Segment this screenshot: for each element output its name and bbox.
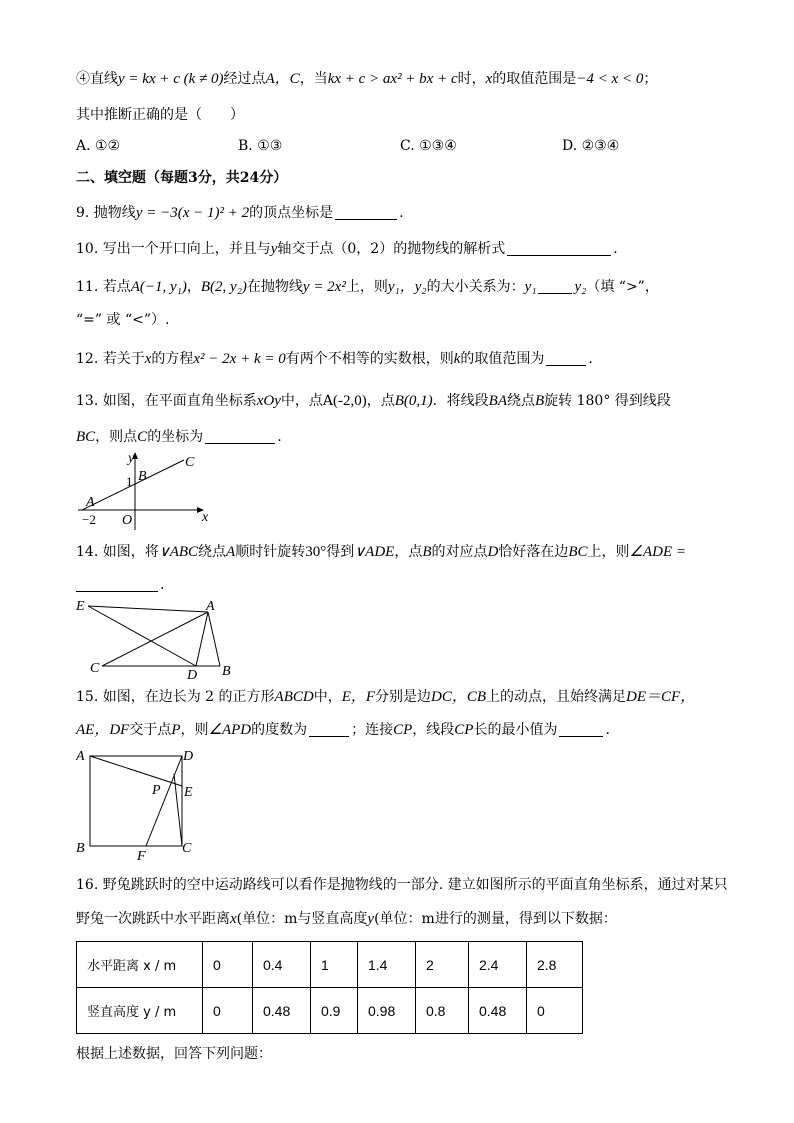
- equation: x² − 2x + k = 0: [193, 351, 286, 367]
- row-header-y: 竖直高度 y / m: [77, 988, 203, 1034]
- text: 经过点: [223, 71, 266, 87]
- row-header-x: 水平距离 x / m: [77, 942, 203, 988]
- text: ，点: [394, 544, 423, 560]
- text: 分别是边: [375, 689, 432, 705]
- text: 时，: [457, 71, 486, 87]
- text: 的顶点坐标是: [249, 205, 334, 221]
- text: 中，点A: [280, 393, 333, 409]
- q14-line1: [76, 543, 686, 561]
- label-c: C: [185, 455, 195, 470]
- points: A，C: [265, 71, 300, 87]
- table-cell: 0: [203, 988, 253, 1034]
- var: y: [270, 241, 278, 257]
- segment: BC: [76, 429, 96, 445]
- q8-option-a[interactable]: A. ①②: [76, 138, 121, 154]
- answer-blank[interactable]: [309, 722, 349, 737]
- q8-option-c[interactable]: C. ①③④: [400, 138, 457, 154]
- table-cell: 0.8: [416, 988, 469, 1034]
- text: 的方程: [151, 351, 194, 367]
- table-cell: 0.4: [253, 942, 311, 988]
- text: 交于点: [129, 722, 172, 738]
- q8-question: 其中推断正确的是（ ）: [76, 107, 244, 123]
- triangle: ∨ABC: [158, 544, 199, 560]
- label-minus-two: −2: [82, 512, 96, 527]
- text: 绕点: [198, 544, 227, 560]
- label-o: O: [122, 513, 133, 528]
- q15-line1: [76, 688, 695, 706]
- var-y2: y₂: [574, 279, 587, 295]
- q13-line2: [76, 428, 282, 446]
- q16-after: 根据上述数据，回答下列问题：: [76, 1046, 272, 1062]
- point: A: [226, 544, 236, 560]
- q14-line2: [76, 576, 164, 594]
- table-cell: 0.9: [311, 988, 358, 1034]
- label-c: C: [182, 841, 192, 856]
- point: B: [534, 393, 545, 409]
- text: 9. 抛物线: [76, 205, 136, 221]
- table-cell: 0.48: [469, 988, 527, 1034]
- answer-blank[interactable]: [335, 205, 397, 220]
- q11-line1: [76, 278, 659, 296]
- text: 10. 写出一个开口向上，并且与: [76, 241, 271, 257]
- equation: y = kx + c (k ≠ 0): [118, 71, 224, 87]
- text: 11. 若点: [76, 279, 131, 295]
- label-b: B: [76, 841, 85, 856]
- data-table: [76, 941, 583, 1034]
- answer-blank[interactable]: [205, 429, 275, 444]
- vars: y₁，y₂: [387, 279, 427, 295]
- text: ．将线段: [432, 393, 489, 409]
- text: 的大小关系为：: [426, 279, 525, 295]
- text: 的取值范围为: [460, 351, 545, 367]
- var: x: [144, 351, 152, 367]
- text: 上，则: [345, 279, 388, 295]
- table-row: [77, 942, 583, 988]
- equation: y = 2x²: [302, 279, 346, 295]
- text: ，则点: [95, 429, 138, 445]
- q11-line2: “=” 或 “<”）.: [76, 312, 170, 328]
- text: ，: [186, 279, 201, 295]
- angle: ∠ADE =: [629, 544, 687, 560]
- table-cell: 0: [203, 942, 253, 988]
- text: ；连接: [351, 722, 394, 738]
- label-c: C: [90, 661, 100, 676]
- answer-blank[interactable]: [559, 722, 603, 737]
- segment-ca: [102, 612, 208, 666]
- text: ，则: [180, 722, 209, 738]
- point-b: B(2, y₂): [200, 279, 247, 295]
- text: 12. 若关于: [76, 351, 145, 367]
- text: 绕点: [506, 393, 535, 409]
- segment-ae: [90, 756, 182, 786]
- q16-line2: [76, 910, 617, 928]
- text: 的度数为: [251, 722, 308, 738]
- q15-line2: [76, 721, 610, 739]
- square-abcd: [90, 756, 182, 846]
- table-row: [77, 988, 583, 1034]
- square: ABCD: [274, 689, 314, 705]
- angle: ∠APD: [208, 722, 252, 738]
- table-cell: 0: [527, 988, 583, 1034]
- table-cell: 2.4: [469, 942, 527, 988]
- text: 恰好落在边: [498, 544, 569, 560]
- answer-blank[interactable]: [538, 279, 572, 294]
- segments: DC，CB: [431, 689, 487, 705]
- table-cell: 1.4: [358, 942, 416, 988]
- segment: BA: [488, 393, 507, 409]
- text: .: [613, 241, 618, 257]
- label-f: F: [137, 849, 146, 862]
- point: D: [487, 544, 499, 560]
- section-heading: 二、填空题（每题3分，共24分）: [76, 170, 288, 186]
- text: ，线段: [412, 722, 455, 738]
- text: 有两个不相等的实数根，则: [285, 351, 454, 367]
- label-a: A: [206, 599, 215, 614]
- var: x: [485, 71, 493, 87]
- answer-blank[interactable]: [507, 241, 611, 256]
- point: P: [171, 722, 181, 738]
- label-b: B: [138, 469, 147, 484]
- q10: [76, 240, 618, 258]
- segment: CP: [454, 722, 474, 738]
- text: ；: [643, 71, 658, 87]
- equation: y = −3(x − 1)² + 2: [135, 205, 250, 221]
- label-y: y: [128, 451, 135, 466]
- segment-ea: [88, 606, 208, 612]
- text: (单位：m与竖直高度: [236, 911, 368, 927]
- text: 在抛物线: [246, 279, 303, 295]
- q13-line1: [76, 392, 671, 410]
- segment: BC: [568, 544, 588, 560]
- point: C: [137, 429, 148, 445]
- text: 的坐标为: [147, 429, 204, 445]
- text: 野兔一次跳跃中水平距离: [76, 911, 230, 927]
- text: 长的最小值为: [473, 722, 558, 738]
- point-b: B(0,1): [394, 393, 433, 409]
- q14-figure: [76, 596, 246, 682]
- text: 旋转 180° 得到线段: [544, 393, 671, 409]
- text: （填 “>”，: [586, 279, 659, 295]
- text: .: [588, 351, 593, 367]
- table-cell: 2.8: [527, 942, 583, 988]
- segment-ad: [196, 612, 208, 666]
- table-cell: 1: [311, 942, 358, 988]
- text: 中，: [313, 689, 342, 705]
- label-x: x: [202, 510, 209, 525]
- q16-line1: 16. 野兔跳跃时的空中运动路线可以看作是抛物线的一部分. 建立如图所示的平面直角坐标系，通过对某只: [76, 877, 728, 893]
- triangle: ∨ADE: [354, 544, 395, 560]
- text: .: [277, 429, 282, 445]
- inequality: kx + c > ax² + bx + c: [327, 71, 458, 87]
- text: 的取值范围是: [492, 71, 577, 87]
- label-d: D: [187, 668, 198, 682]
- segment-ac: [82, 460, 184, 510]
- label-a: A: [76, 749, 85, 764]
- q9: [76, 204, 404, 222]
- text: .: [160, 577, 165, 593]
- label-p: P: [152, 783, 161, 798]
- range: −4 < x < 0: [576, 71, 644, 87]
- var-y1: y₁: [524, 279, 537, 295]
- answer-blank[interactable]: [546, 351, 586, 366]
- segment-ed: [88, 606, 196, 666]
- text: (单位：m进行的测量，得到以下数据：: [374, 911, 617, 927]
- table-cell: 0.98: [358, 988, 416, 1034]
- text: .: [399, 205, 404, 221]
- text: 14. 如图，将: [76, 544, 159, 560]
- point-a: (-2,0): [333, 393, 367, 409]
- point-a: A(−1, y₁): [130, 279, 187, 295]
- label-one: 1: [126, 474, 133, 489]
- q13-figure: [76, 448, 216, 532]
- text: 上的动点，且始终满足: [486, 689, 627, 705]
- text: 得到: [326, 544, 355, 560]
- var: x: [230, 911, 237, 927]
- text: ，当: [299, 71, 328, 87]
- table-cell: 0.48: [253, 988, 311, 1034]
- coord-system: xOy: [256, 393, 281, 409]
- text: ，点: [366, 393, 395, 409]
- var: y: [367, 911, 375, 927]
- text: .: [605, 722, 610, 738]
- label-a: A: [86, 495, 95, 510]
- segments: AE，DF: [76, 722, 130, 738]
- label-e: E: [76, 599, 85, 614]
- q12: [76, 350, 593, 368]
- angle: 30°: [305, 544, 327, 560]
- q8-item4: [76, 70, 657, 88]
- q8-option-b[interactable]: B. ①③: [238, 138, 283, 154]
- label-d: D: [183, 749, 194, 764]
- text: 15. 如图，在边长为 2 的正方形: [76, 689, 275, 705]
- text: ④直线: [76, 71, 118, 87]
- text: 的对应点: [431, 544, 488, 560]
- point: B: [422, 544, 432, 560]
- text: 顺时针旋转: [235, 544, 306, 560]
- table-cell: 2: [416, 942, 469, 988]
- q15-figure: [76, 744, 206, 862]
- condition: DE＝CF，: [626, 689, 696, 705]
- label-b: B: [222, 664, 231, 679]
- segment: CP: [393, 722, 413, 738]
- q8-option-d[interactable]: D. ②③④: [562, 138, 620, 154]
- text: 轴交于点（0，2）的抛物线的解析式: [277, 241, 506, 257]
- var: k: [453, 351, 461, 367]
- answer-blank[interactable]: [76, 577, 158, 592]
- text: 上，则: [587, 544, 630, 560]
- text: 13. 如图，在平面直角坐标系: [76, 393, 257, 409]
- segment-ab: [208, 612, 220, 666]
- label-e: E: [184, 785, 193, 800]
- points: E，F: [341, 689, 376, 705]
